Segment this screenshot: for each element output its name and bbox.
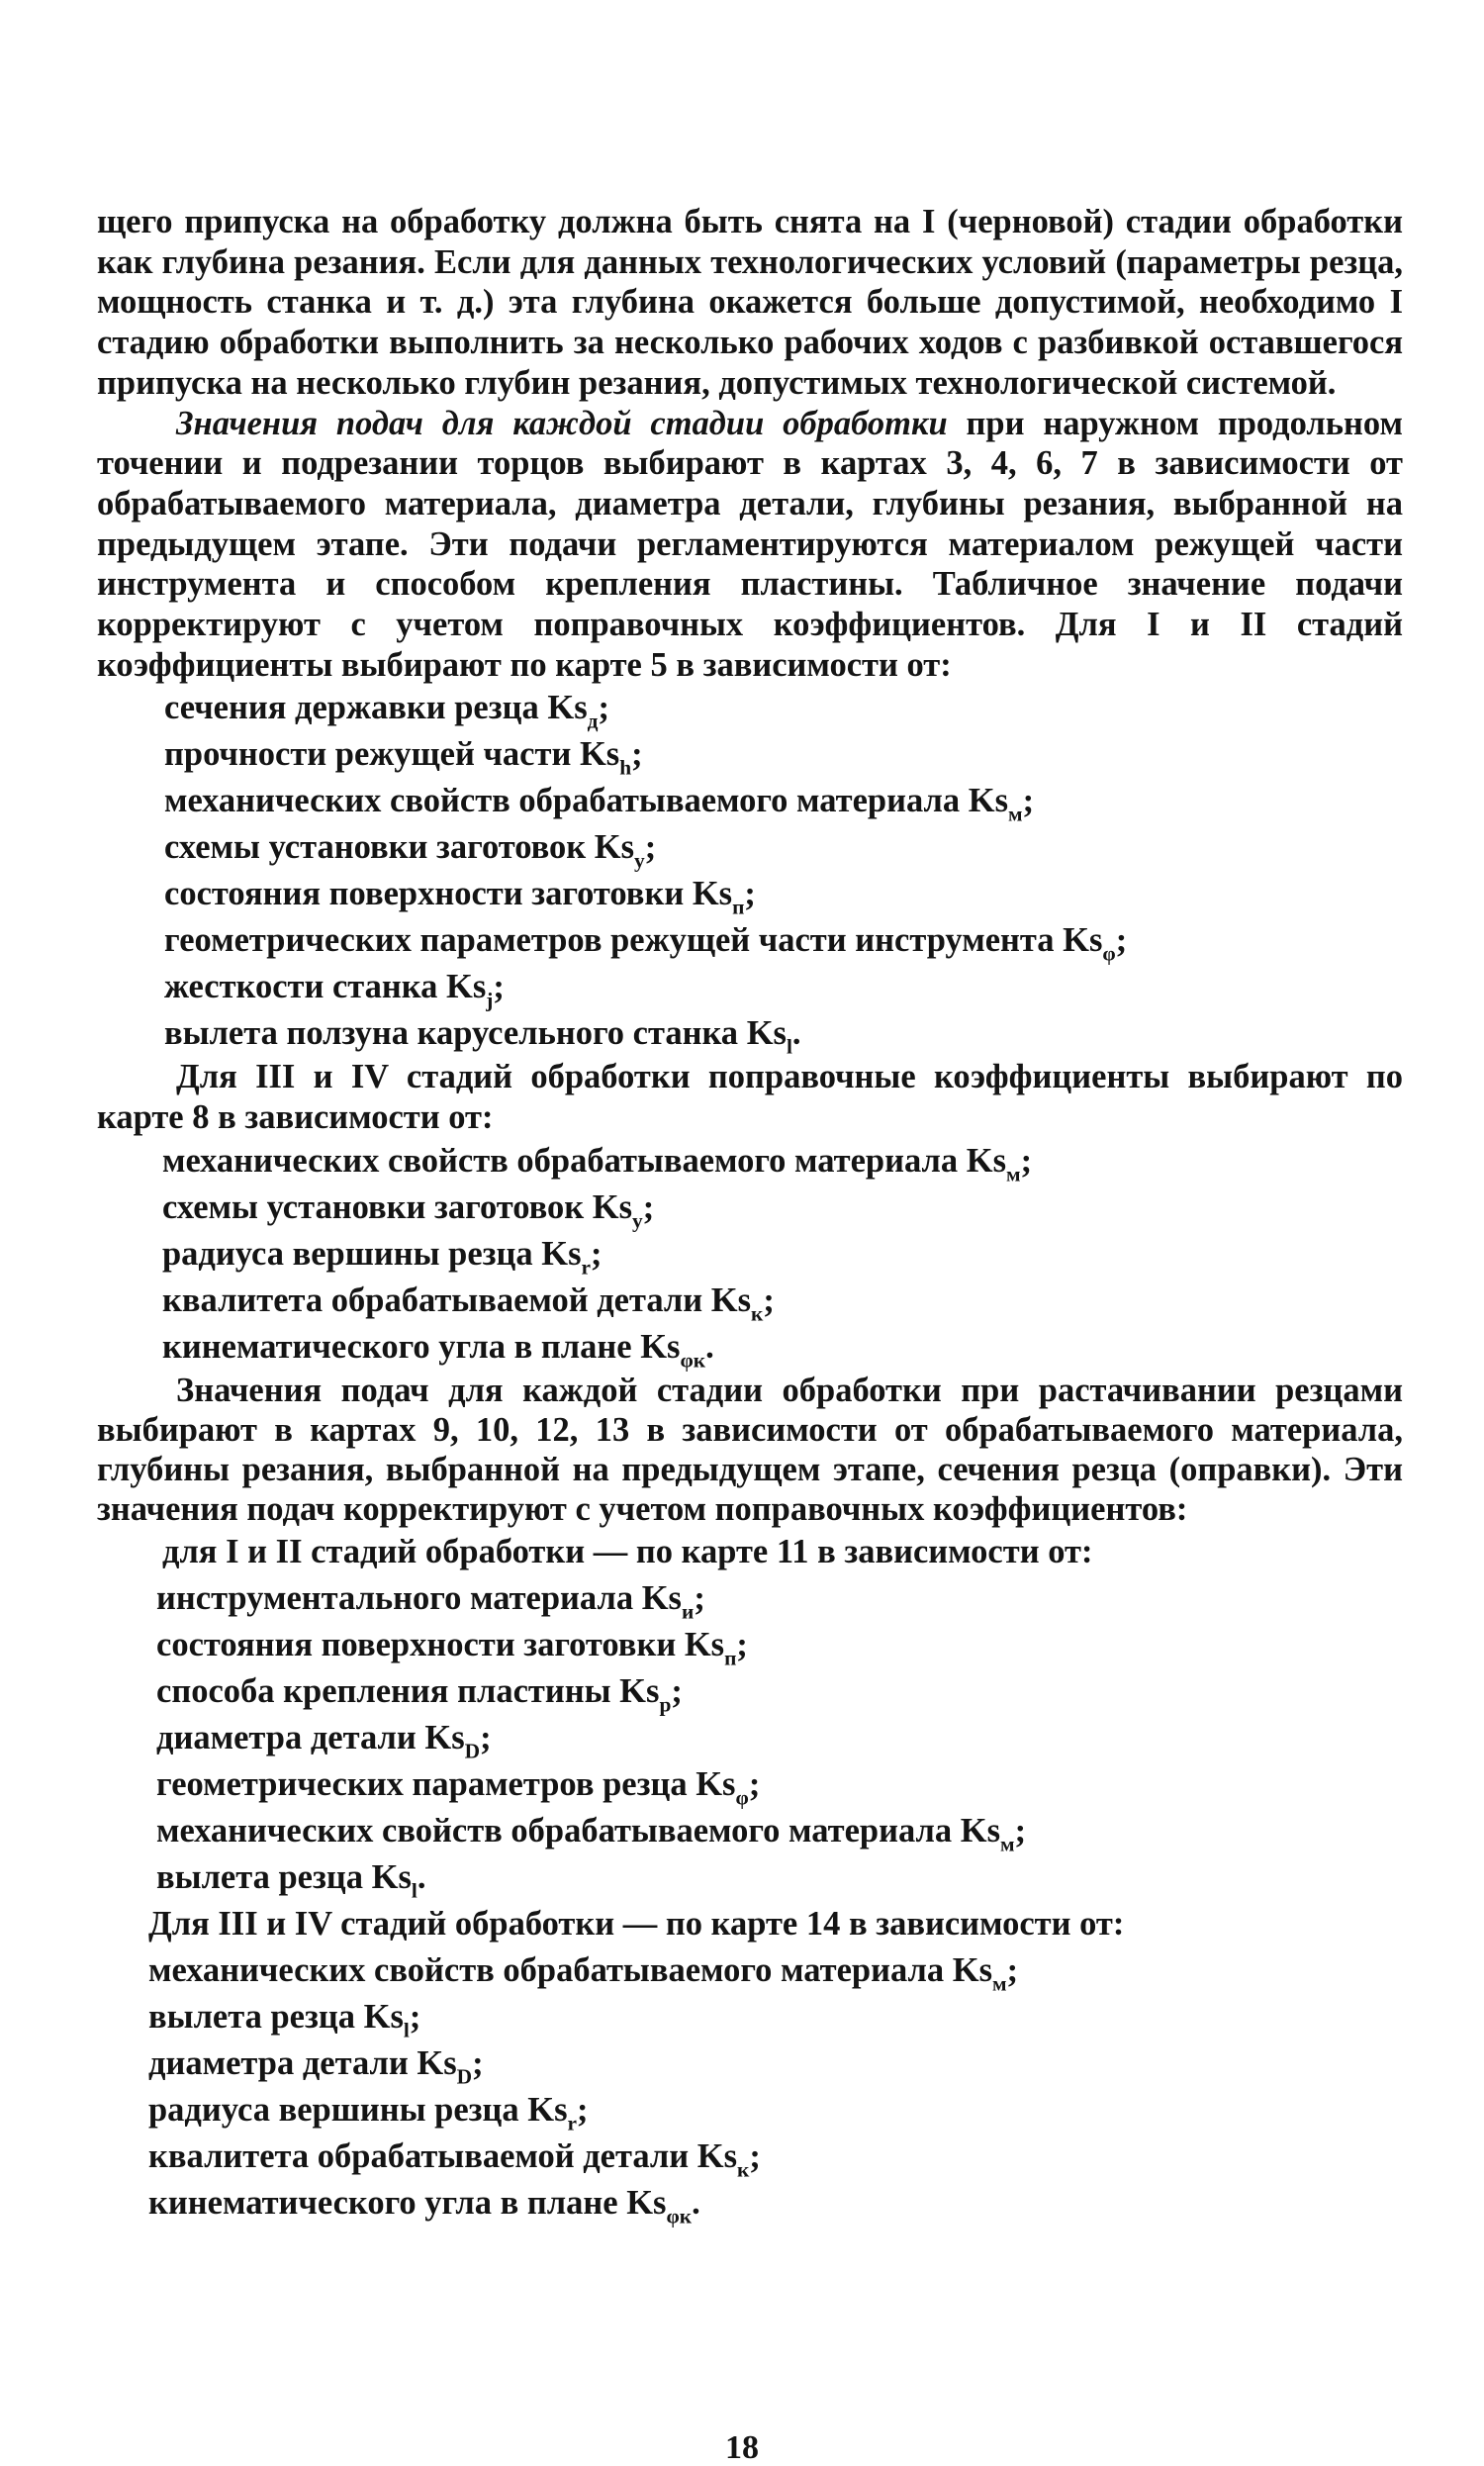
item-end: ; [472, 2043, 484, 2082]
coefficient-symbol: Ks [1063, 921, 1103, 960]
coefficient-symbol: Ks [684, 1625, 725, 1663]
item-text: вылета ползуна карусельного станка [164, 1014, 747, 1053]
item-text: механических свойств обрабатываемого материала [164, 782, 969, 820]
coefficient-subscript: D [464, 1739, 481, 1763]
item-end: . [692, 2183, 700, 2222]
item-end: . [705, 1327, 714, 1366]
item-text: механических свойств обрабатываемого материала [162, 1141, 967, 1180]
item-text: инструментального материала [156, 1578, 642, 1617]
coefficient-symbol: Ks [446, 968, 487, 1006]
list-boring-3-4 [97, 1947, 1403, 2227]
coefficient-subscript: м [1006, 1162, 1021, 1186]
coefficient-subscript: к [751, 1301, 764, 1326]
item-end: ; [736, 1625, 748, 1663]
item-text: механических свойств обрабатываемого материала [156, 1811, 961, 1850]
item-end: ; [749, 2136, 761, 2175]
list-turning-1-2 [97, 685, 1403, 1060]
list-item [162, 1231, 1403, 1278]
coefficient-subscript: h [619, 756, 632, 781]
item-text: диаметра детали [148, 2043, 417, 2082]
coefficient-subscript: д [587, 710, 599, 734]
list-item [148, 2040, 1403, 2087]
coefficient-subscript: у [634, 849, 645, 874]
coefficient-symbol: Ks [547, 689, 588, 727]
item-text: механических свойств обрабатываемого материала [148, 1950, 953, 1989]
coefficient-symbol: Ks [541, 1234, 582, 1273]
boring-paragraph: Значения подач для каждой стадии обработки при растачивании резцами выбирают в картах 9, 10, 12, 13 в зависимости от обрабатываемого материала, глубины резания, выбранной на предыдущем этапе, сечения резца (оправки). Эти значения подач корректируют с учетом поправочных коэффициентов: [97, 1371, 1403, 1528]
item-end: ; [1006, 1950, 1019, 1989]
list-item [164, 917, 1403, 967]
item-end: ; [591, 1234, 603, 1273]
coefficient-subscript: п [724, 1646, 737, 1670]
coefficient-symbol: Ks [363, 1997, 404, 2036]
list-item [156, 1715, 1403, 1761]
list-item [148, 1947, 1403, 1994]
list-turning-3-4 [97, 1138, 1403, 1371]
item-text: вылета резца [148, 1997, 364, 2036]
item-text: вылета резца [156, 1857, 372, 1896]
item-text: диаметра детали [156, 1718, 425, 1756]
list-item [148, 2134, 1403, 2180]
coefficient-subscript: r [581, 1255, 592, 1280]
item-text: радиуса вершины резца [148, 2090, 528, 2129]
item-text: состояния поверхности заготовки [156, 1625, 685, 1663]
item-text: геометрических параметров режущей части инструмента [164, 921, 1064, 960]
coefficient-subscript: r [567, 2111, 578, 2135]
list-item [164, 824, 1403, 874]
coefficient-symbol: Ks [579, 735, 620, 774]
item-text: сечения державки резца [164, 689, 548, 727]
coefficient-subscript: м [1008, 803, 1023, 827]
item-end: ; [1115, 921, 1128, 960]
item-end: ; [577, 2090, 589, 2129]
item-end: ; [631, 735, 643, 774]
coefficient-symbol: Ks [952, 1950, 993, 1989]
list-item [156, 1761, 1403, 1808]
feeds-paragraph [97, 404, 1403, 686]
boring-stage-3-4-lead: Для III и IV стадий обработки — по карте 14 в зависимости от: [148, 1904, 1125, 1943]
coefficient-symbol: Ks [626, 2183, 667, 2222]
item-end: ; [1022, 782, 1035, 820]
item-text: способа крепления пластины [156, 1671, 620, 1710]
coefficient-symbol: Ks [527, 2090, 568, 2129]
list-item [148, 2180, 1403, 2227]
list-item [164, 871, 1403, 920]
item-end: ; [1020, 1141, 1033, 1180]
feeds-text: при наружном продольном точении и подрезании торцов выбирают в картах 3, 4, 6, 7 в зависимости от обрабатываемого материала, диаметра детали, глубины резания, выбранной на предыдущем этапе. Эти подачи регламентируются материалом режущей части инструмента и способом крепления пластины. Табличное значение подачи корректируют с учетом поправочных коэффициентов. Для I и II стадий коэффициенты выбирают по карте 5 в зависимости от: [97, 404, 1403, 684]
coefficient-symbol: Ks [696, 1764, 736, 1803]
list-item [162, 1138, 1403, 1185]
feeds-emphasis: Значения подач для каждой стадии обработки [176, 404, 948, 442]
page-body [97, 202, 1403, 2227]
coefficient-symbol: Ks [641, 1578, 682, 1617]
item-text: схемы установки заготовок [162, 1187, 593, 1226]
item-end: ; [480, 1718, 492, 1756]
item-end: ; [1014, 1811, 1027, 1850]
item-end: . [791, 1014, 801, 1053]
list-item [162, 1324, 1403, 1371]
coefficient-symbol: Ks [696, 2136, 738, 2175]
item-end: ; [644, 828, 657, 867]
coefficient-subscript: j [486, 989, 494, 1013]
list-item [164, 1010, 1403, 1060]
item-end: ; [748, 1764, 761, 1803]
item-text: схемы установки заготовок [164, 828, 595, 867]
coefficient-symbol: Ks [592, 1187, 633, 1226]
item-text: радиуса вершины резца [162, 1234, 542, 1273]
item-end: . [417, 1857, 426, 1896]
list-item [162, 1278, 1403, 1324]
item-end: ; [671, 1671, 683, 1710]
coefficient-subscript: м [992, 1971, 1007, 1996]
coefficient-subscript: l [403, 2018, 410, 2042]
coefficient-subscript: у [632, 1208, 643, 1233]
item-text: квалитета обрабатываемой детали [162, 1280, 711, 1319]
list-item [162, 1185, 1403, 1231]
list-item [156, 1668, 1403, 1715]
coefficient-symbol: Ks [619, 1671, 660, 1710]
item-text: жесткости станка [164, 968, 447, 1006]
coefficient-subscript: φк [680, 1348, 706, 1373]
coefficient-subscript: п [732, 896, 745, 920]
page-number: 18 [725, 2429, 759, 2466]
item-end: ; [763, 1280, 775, 1319]
item-text: геометрических параметров резца [156, 1764, 696, 1803]
coefficient-subscript: и [681, 1599, 695, 1624]
coefficient-symbol: Ks [371, 1857, 412, 1896]
list-item [164, 778, 1403, 827]
list-item [148, 2087, 1403, 2134]
item-end: ; [694, 1578, 705, 1617]
item-text: состояния поверхности заготовки [164, 875, 693, 913]
item-end: ; [744, 875, 756, 913]
list-item [148, 1994, 1403, 2040]
coefficient-subscript: к [737, 2157, 750, 2182]
coefficient-symbol: Ks [710, 1280, 752, 1319]
list-item [164, 731, 1403, 781]
list-item [156, 1622, 1403, 1668]
coefficient-symbol: Ks [966, 1141, 1007, 1180]
item-text: прочности режущей части [164, 735, 580, 774]
intro-paragraph: щего припуска на обработку должна быть снята на I (черновой) стадии обработки как глубина резания. Если для данных технологических условий (параметры резца, мощность станка и т. д.) эта глубина окажется больше допустимой, необходимо I стадию обработки выполнить за несколько рабочих ходов с разбивкой оставшегося припуска на несколько глубин резания, допустимых технологической системой. [97, 203, 1403, 402]
list-item [156, 1575, 1403, 1622]
item-text: кинематического угла в плане [148, 2183, 627, 2222]
list-boring-1-2 [97, 1575, 1403, 1901]
item-end: ; [493, 968, 505, 1006]
item-end: ; [409, 1997, 421, 2036]
item-end: ; [598, 689, 609, 727]
coefficient-subscript: l [411, 1878, 417, 1903]
list-item [156, 1854, 1403, 1901]
coefficient-subscript: D [456, 2064, 473, 2089]
list-item [156, 1808, 1403, 1854]
coefficient-subscript: м [1000, 1832, 1015, 1856]
coefficient-symbol: Ks [417, 2043, 457, 2082]
coefficient-subscript: р [659, 1692, 672, 1717]
item-text: кинематического угла в плане [162, 1327, 641, 1366]
item-text: квалитета обрабатываемой детали [148, 2136, 697, 2175]
coefficient-symbol: Ks [968, 782, 1009, 820]
coefficient-subscript: φ [735, 1785, 749, 1810]
coefficient-symbol: Ks [746, 1014, 787, 1053]
coefficient-symbol: Ks [960, 1811, 1001, 1850]
item-end: ; [642, 1187, 655, 1226]
coefficient-symbol: Ks [594, 828, 635, 867]
coefficient-subscript: φ [1102, 942, 1116, 967]
coefficient-symbol: Ks [692, 875, 733, 913]
coefficient-symbol: Ks [424, 1718, 465, 1756]
boring-stage-1-2-lead: для I и II стадий обработки — по карте 11 в зависимости от: [162, 1532, 1093, 1570]
stage-3-4-turning-paragraph: Для III и IV стадий обработки поправочные коэффициенты выбирают по карте 8 в зависимости от: [97, 1058, 1403, 1137]
list-item [164, 685, 1403, 734]
coefficient-subscript: φк [666, 2204, 693, 2229]
list-item [164, 964, 1403, 1013]
coefficient-subscript: l [786, 1035, 792, 1060]
coefficient-symbol: Ks [640, 1327, 681, 1366]
